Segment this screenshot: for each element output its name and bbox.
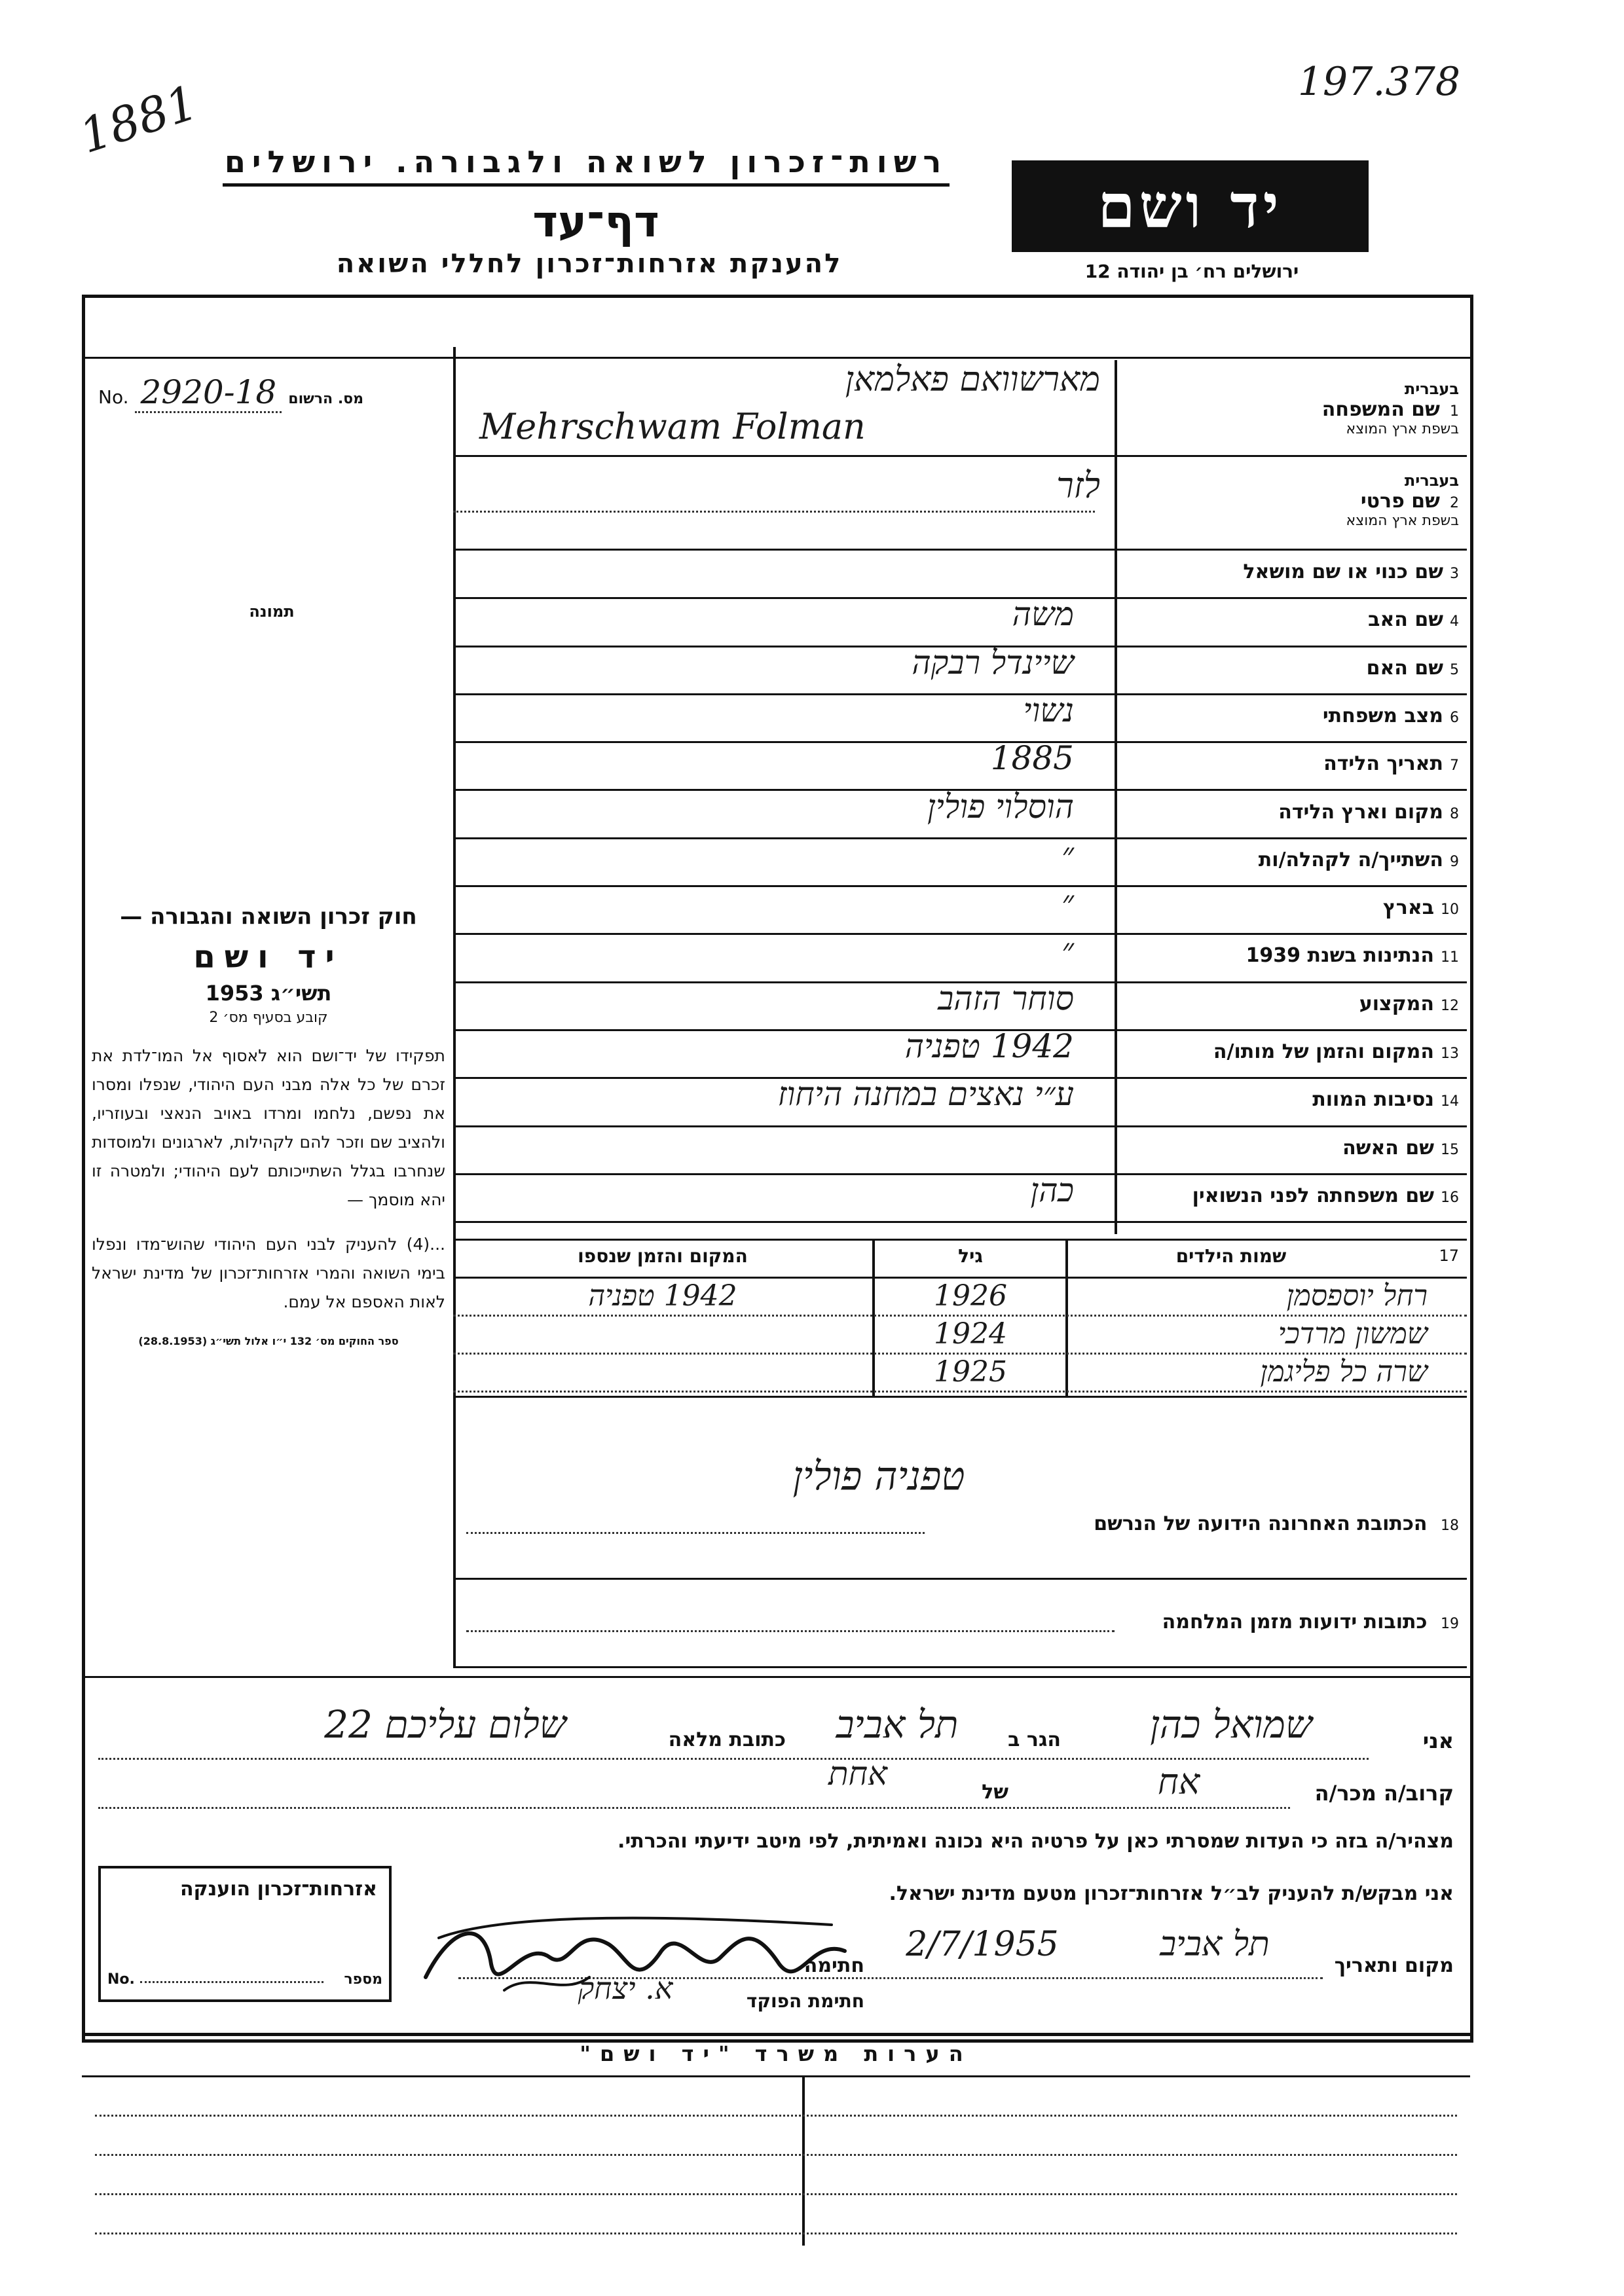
field-11-value: ״ bbox=[1061, 931, 1074, 970]
law-footnote: ספר החוקים מס׳ 132 י״ו אלול תשי״ג (28.8.1953) bbox=[138, 1335, 399, 1347]
registration-no-text: מס. הרשום bbox=[288, 391, 364, 407]
row-19-line bbox=[453, 1666, 1467, 1668]
decl-full-address-label: כתובת מלאה bbox=[668, 1728, 786, 1751]
field-6-value: נשוי bbox=[1023, 691, 1074, 729]
law-paragraph-2: ...(4) להעניק לבני העם היהודי שהוש־מדו ונפלו בימי השואה והמרי אזרחות־זכרון של מדינת ישראל לאות האספם אל עמם. bbox=[92, 1235, 445, 1311]
form-title: דף־עד bbox=[532, 196, 659, 247]
law-box bbox=[92, 903, 445, 1460]
last-address-num: 18 bbox=[1441, 1518, 1459, 1534]
row-16-line bbox=[453, 1221, 1467, 1223]
children-col-age: גיל bbox=[958, 1245, 983, 1267]
citizenship-number-row bbox=[107, 1971, 382, 1988]
wartime-address-num: 19 bbox=[1441, 1616, 1459, 1632]
field-6-title: מצב משפחתי bbox=[1322, 704, 1443, 727]
decl-city: תל אביב bbox=[836, 1702, 959, 1747]
citizenship-no-label: No. bbox=[107, 1971, 135, 1988]
field-1-value: מארשוואם פאלמאן bbox=[845, 360, 1100, 399]
children-bottom-line bbox=[453, 1396, 1467, 1398]
children-col-names: שמות הילדים bbox=[1175, 1245, 1287, 1267]
citizenship-box bbox=[98, 1866, 392, 2002]
law-year: תשי״ג 1953 bbox=[205, 981, 332, 1006]
children-top-line bbox=[453, 1239, 1467, 1241]
field-16-num: 16 bbox=[1441, 1189, 1459, 1206]
field-16-value: כהן bbox=[1030, 1171, 1074, 1209]
field-row-11 bbox=[453, 931, 1467, 983]
field-row-15 bbox=[453, 1127, 1467, 1175]
last-address-dotline bbox=[466, 1532, 925, 1534]
child-age: 1925 bbox=[934, 1355, 1007, 1389]
wartime-address-dotline bbox=[466, 1630, 1115, 1632]
field-row-7 bbox=[453, 739, 1467, 791]
field-14-title: נסיבות המוות bbox=[1312, 1088, 1434, 1112]
field-13-num: 13 bbox=[1441, 1046, 1459, 1062]
field-2-sub-hebrew: בעברית bbox=[1404, 471, 1459, 490]
field-5-label bbox=[1118, 657, 1459, 680]
law-name: יד ושם bbox=[193, 939, 344, 975]
field-2-label bbox=[1118, 471, 1459, 529]
child-name: שמשון מרדכי bbox=[1278, 1317, 1428, 1351]
field-1-sub-hebrew: בעברית bbox=[1404, 380, 1459, 398]
wartime-address-text: כתובות ידועות מזמן המלחמה bbox=[1162, 1611, 1428, 1633]
last-address-section bbox=[453, 1401, 1467, 1565]
child-row bbox=[453, 1317, 1467, 1355]
photo-label: תמונה bbox=[249, 602, 295, 621]
field-row-14 bbox=[453, 1075, 1467, 1127]
logo-text: יד ושם bbox=[1098, 171, 1283, 242]
law-section-ref: קובע בסעיף מס׳ 2 bbox=[209, 1010, 328, 1026]
last-address-value: טפניה פולין bbox=[792, 1453, 965, 1499]
field-8-label bbox=[1118, 801, 1459, 824]
declaration-top-line bbox=[82, 1676, 1470, 1678]
child-name: רחל יוספסמן bbox=[1286, 1279, 1428, 1313]
wartime-address-section bbox=[453, 1584, 1467, 1669]
decl-ani: אני bbox=[1422, 1728, 1454, 1753]
inner-top-border bbox=[82, 357, 1470, 359]
field-13-label bbox=[1118, 1040, 1459, 1063]
decl-full-address: שלום עליכם 22 bbox=[324, 1702, 566, 1747]
field-3-label bbox=[1118, 560, 1459, 583]
field-14-num: 14 bbox=[1441, 1093, 1459, 1110]
field-10-value: ״ bbox=[1061, 883, 1074, 922]
decl-relation: אח bbox=[1157, 1761, 1200, 1802]
field-16-title: שם משפחתה לפני הנשואין bbox=[1192, 1184, 1434, 1207]
field-10-label bbox=[1118, 896, 1459, 919]
child-age: 1926 bbox=[934, 1279, 1007, 1313]
row-2-dotline bbox=[453, 511, 1095, 513]
field-row-3 bbox=[453, 551, 1467, 599]
office-notes-title: הערות משרד "יד ושם" bbox=[580, 2041, 972, 2066]
registration-no-value: 2920-18 bbox=[135, 373, 282, 413]
field-row-family-name bbox=[453, 360, 1467, 455]
law-paragraph-1: תפקידו של יד־ושם הוא לאסוף אל המו־לדת את זכרם של כל אלה מבני העם היהודי, שנפלו ומסרו את נפשם, נלחמו ומרדו באויב הנאצי ובעוזריו, ולהציב שם וזכר להם לקהילות, לארגונים ולמוסדות שנחרבו בגלל השתייכותם לעם היהודי; ולמטרה זו יהא מוסמך — bbox=[92, 1046, 445, 1209]
field-12-label bbox=[1118, 993, 1459, 1015]
office-notes-area bbox=[82, 2075, 1470, 2246]
field-12-value: סוחר הזהב bbox=[938, 979, 1074, 1017]
children-num: 17 bbox=[1439, 1247, 1459, 1265]
field-4-label bbox=[1118, 608, 1459, 631]
field-row-10 bbox=[453, 883, 1467, 935]
field-1-value-latin: Mehrschwam Folman bbox=[479, 406, 866, 447]
decl-name: שמואל כהן bbox=[1150, 1702, 1312, 1747]
field-4-value: משה bbox=[1012, 595, 1074, 634]
law-title: חוק זכרון השואה והגבורה — bbox=[120, 903, 417, 930]
field-16-label bbox=[1118, 1184, 1459, 1207]
field-7-value: 1885 bbox=[990, 739, 1074, 778]
field-row-6 bbox=[453, 691, 1467, 743]
field-9-value: ״ bbox=[1061, 835, 1074, 873]
children-col-place: המקום והזמן שנספו bbox=[578, 1245, 748, 1267]
field-3-title: שם כנוי או שם מושאל bbox=[1243, 560, 1443, 583]
notes-dotline-3 bbox=[95, 2193, 1457, 2195]
yad-vashem-logo bbox=[1012, 160, 1369, 252]
child-place: 1942 טפניה bbox=[588, 1279, 737, 1313]
decl-place-value: תל אביב bbox=[1160, 1925, 1270, 1964]
field-15-num: 15 bbox=[1441, 1141, 1459, 1158]
field-13-title: המקום והזמן של מותו/ה bbox=[1213, 1040, 1434, 1063]
field-14-label bbox=[1118, 1088, 1459, 1111]
field-8-title: מקום וארץ הלידה bbox=[1278, 800, 1443, 824]
field-3-num: 3 bbox=[1450, 566, 1459, 582]
decl-date-value: 2/7/1955 bbox=[906, 1925, 1059, 1964]
field-2-num: 2 bbox=[1450, 495, 1459, 511]
registration-no bbox=[98, 373, 439, 412]
form-subtitle: להענקת אזרחות־זכרון לחללי השואה bbox=[336, 249, 843, 279]
decl-line-1-dots bbox=[98, 1758, 1369, 1760]
field-15-label bbox=[1118, 1137, 1459, 1159]
field-7-title: תאריך הלידה bbox=[1323, 752, 1443, 776]
field-9-title: השתייך/ה לקהלה/ות bbox=[1258, 848, 1443, 871]
decl-officer-value: א. יצחק bbox=[578, 1971, 673, 2006]
field-7-num: 7 bbox=[1450, 757, 1459, 774]
header-address: ירושלים רח׳ בן יהודה 12 bbox=[1084, 261, 1299, 282]
notes-divider bbox=[802, 2075, 805, 2246]
stamp-number: 1881 bbox=[73, 74, 204, 164]
field-10-num: 10 bbox=[1441, 902, 1459, 919]
wartime-address-label bbox=[1162, 1611, 1459, 1633]
field-row-5 bbox=[453, 643, 1467, 695]
decl-relative-label: קרוב/ה מכר/ה bbox=[1314, 1781, 1454, 1806]
child-name: שרה כל פליגמן bbox=[1260, 1355, 1428, 1389]
decl-signature-label: חתימה bbox=[803, 1954, 864, 1977]
field-15-title: שם האשה bbox=[1342, 1136, 1434, 1159]
field-row-13 bbox=[453, 1027, 1467, 1079]
authority-line: רשות־זכרון לשואה ולגבורה. ירושלים bbox=[223, 144, 950, 187]
row-18-line bbox=[453, 1578, 1467, 1580]
last-address-label bbox=[1094, 1512, 1459, 1535]
decl-of-label: של bbox=[982, 1781, 1008, 1804]
field-12-title: המקצוע bbox=[1359, 992, 1434, 1015]
field-8-value: הוסלוי פולין bbox=[927, 787, 1074, 826]
field-1-sub-origin: בשפת ארץ המוצא bbox=[1346, 421, 1459, 437]
field-14-value: ע״י נאצים במחנה היחוז bbox=[777, 1075, 1074, 1114]
field-12-num: 12 bbox=[1441, 997, 1459, 1014]
field-1-title: שם המשפחה bbox=[1321, 398, 1440, 421]
row-2-line bbox=[453, 549, 1467, 551]
photo-box bbox=[98, 426, 445, 877]
field-11-num: 11 bbox=[1441, 949, 1459, 966]
citizenship-dotline bbox=[140, 1981, 323, 1983]
notes-dotline-1 bbox=[95, 2115, 1457, 2117]
field-9-label bbox=[1118, 848, 1459, 871]
field-4-num: 4 bbox=[1450, 613, 1459, 630]
child-row-line bbox=[453, 1353, 1467, 1355]
decl-resides-label: הגר ב bbox=[1008, 1728, 1061, 1751]
decl-statement-2: אני מבקש/ת להעניק לב״ל אזרחות־זכרון מטעם מדינת ישראל. bbox=[889, 1882, 1454, 1905]
child-row-line bbox=[453, 1391, 1467, 1393]
notes-dotline-4 bbox=[95, 2232, 1457, 2234]
decl-place-date-label: מקום ותאריך bbox=[1334, 1954, 1454, 1977]
notes-dotline-2 bbox=[95, 2154, 1457, 2156]
row-1-line bbox=[453, 455, 1467, 457]
field-row-4 bbox=[453, 595, 1467, 647]
archive-number: 197.378 bbox=[1297, 59, 1460, 105]
field-11-title: הנתינות בשנת 1939 bbox=[1246, 944, 1434, 968]
decl-statement-1: מצהיר/ה בזה כי העדות שמסרתי כאן על פרטיה היא נכונה ואמיתית, לפי מיטב ידיעתי והכרתי. bbox=[618, 1830, 1454, 1853]
field-7-label bbox=[1118, 752, 1459, 775]
decl-line-2-dots bbox=[98, 1807, 1290, 1809]
decl-officer-label: חתימת הפוקד bbox=[746, 1990, 864, 2012]
field-11-label bbox=[1118, 944, 1459, 967]
label-column-divider bbox=[1115, 360, 1117, 1234]
field-row-first-name bbox=[453, 458, 1467, 550]
field-row-8 bbox=[453, 787, 1467, 839]
field-2-value: לזר bbox=[1056, 465, 1100, 506]
field-13-value: 1942 טפניה bbox=[904, 1027, 1074, 1065]
field-2-sub-origin: בשפת ארץ המוצא bbox=[1346, 513, 1459, 529]
field-5-title: שם האם bbox=[1366, 656, 1443, 680]
field-1-num: 1 bbox=[1450, 403, 1459, 420]
field-9-num: 9 bbox=[1450, 853, 1459, 870]
citizenship-title: אזרחות־זכרון הוענקה bbox=[179, 1878, 377, 1901]
field-5-num: 5 bbox=[1450, 661, 1459, 678]
field-2-title: שם פרטי bbox=[1360, 490, 1440, 513]
last-address-text: הכתובת האחרונה הידועה של הנרשם bbox=[1094, 1512, 1428, 1535]
field-10-title: בארץ bbox=[1382, 896, 1434, 920]
children-header-line bbox=[453, 1277, 1467, 1279]
field-4-title: שם האב bbox=[1368, 608, 1443, 632]
child-age: 1924 bbox=[934, 1317, 1007, 1351]
fields-area bbox=[453, 360, 1467, 1237]
field-5-value: שיינדל רבקה bbox=[912, 643, 1074, 682]
citizenship-number-label: מספר bbox=[344, 1971, 382, 1988]
notes-top-line bbox=[82, 2033, 1470, 2036]
field-row-16 bbox=[453, 1171, 1467, 1223]
child-row bbox=[453, 1355, 1467, 1393]
field-8-num: 8 bbox=[1450, 805, 1459, 822]
field-row-12 bbox=[453, 979, 1467, 1031]
child-row-line bbox=[453, 1315, 1467, 1317]
child-row bbox=[453, 1279, 1467, 1317]
field-6-num: 6 bbox=[1450, 709, 1459, 726]
field-6-label bbox=[1118, 704, 1459, 727]
decl-of-value: אחת bbox=[828, 1755, 888, 1793]
registration-no-label: No. bbox=[98, 386, 129, 408]
field-row-9 bbox=[453, 835, 1467, 887]
field-1-label bbox=[1118, 380, 1459, 437]
